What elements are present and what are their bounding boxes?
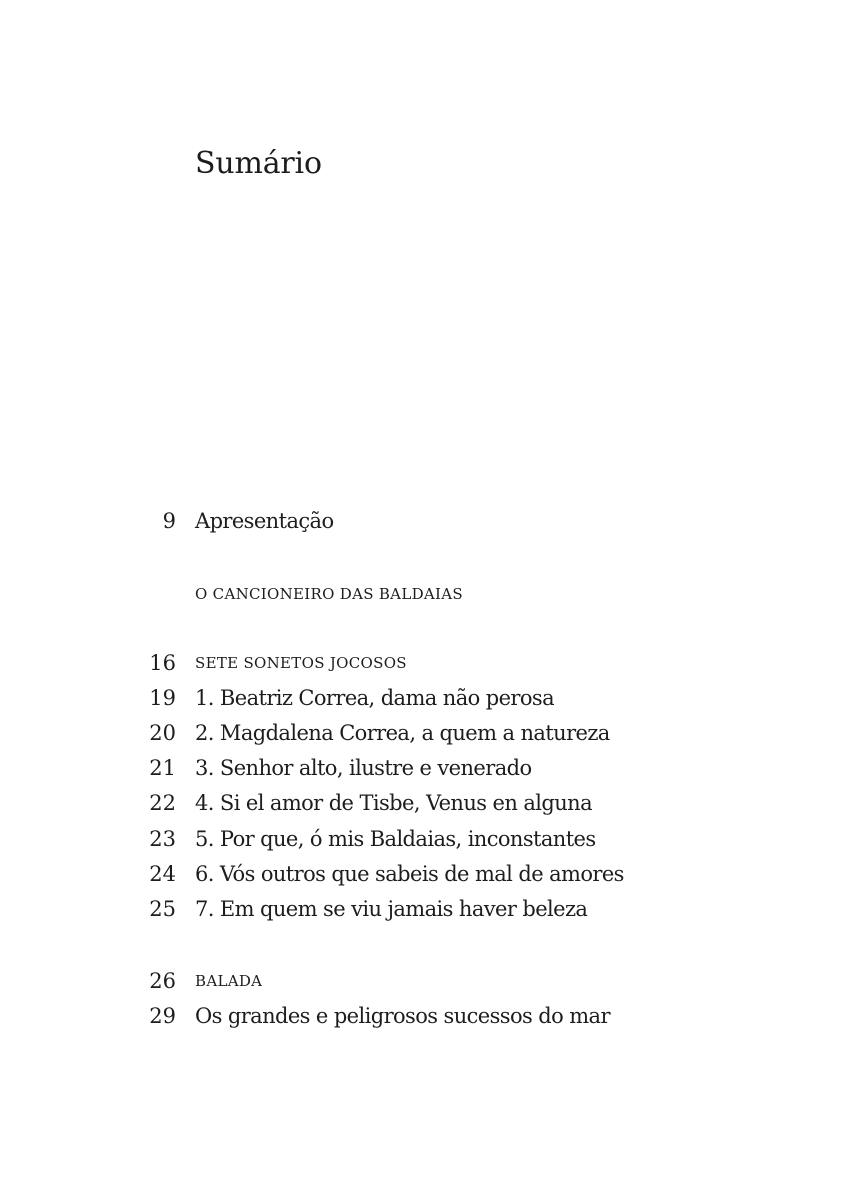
- toc-entry-label: 2. Magdalena Correa, a quem a natureza: [195, 721, 610, 745]
- toc-page-number: 9: [162, 509, 176, 533]
- toc-entry[interactable]: [0, 893, 857, 925]
- toc-page-number: 24: [149, 862, 176, 886]
- toc-entry-label: 5. Por que, ó mis Baldaias, inconstantes: [195, 827, 596, 851]
- page-title: Sumário: [195, 146, 322, 181]
- toc-page-number: 25: [149, 897, 176, 921]
- toc-entry[interactable]: [0, 823, 857, 855]
- toc-page-number: 20: [149, 721, 176, 745]
- section-heading-label: BALADA: [195, 972, 263, 990]
- toc-entry-label: 4. Si el amor de Tisbe, Venus en alguna: [195, 791, 593, 815]
- toc-page-number: 19: [149, 686, 176, 710]
- toc-page-number: 22: [149, 791, 176, 815]
- toc-page-number: 16: [149, 651, 176, 675]
- section-heading-label: SETE SONETOS JOCOSOS: [195, 654, 407, 672]
- toc-entry-label: Apresentação: [195, 509, 334, 533]
- toc-section-heading-sonetos[interactable]: [0, 647, 857, 679]
- toc-page-number: 29: [149, 1004, 176, 1028]
- toc-page-number: 21: [149, 756, 176, 780]
- toc-entry-label: Os grandes e peligrosos sucessos do mar: [195, 1004, 610, 1028]
- toc-part-heading: [0, 578, 857, 610]
- toc-page-number: 26: [149, 969, 176, 993]
- toc-entry-label: 1. Beatriz Correa, dama não perosa: [195, 686, 554, 710]
- toc-entry[interactable]: [0, 752, 857, 784]
- toc-entry[interactable]: [0, 717, 857, 749]
- toc-entry[interactable]: [0, 787, 857, 819]
- toc-entry[interactable]: [0, 682, 857, 714]
- toc-entry[interactable]: [0, 1000, 857, 1032]
- toc-entry-label: 7. Em quem se viu jamais haver beleza: [195, 897, 588, 921]
- toc-page-number: 23: [149, 827, 176, 851]
- toc-entry-label: 3. Senhor alto, ilustre e venerado: [195, 756, 532, 780]
- part-heading-label: O CANCIONEIRO DAS BALDAIAS: [195, 585, 463, 603]
- toc-entry[interactable]: [0, 858, 857, 890]
- toc-entry-label: 6. Vós outros que sabeis de mal de amores: [195, 862, 624, 886]
- toc-entry-intro[interactable]: [0, 505, 857, 537]
- toc-section-heading-balada[interactable]: [0, 965, 857, 997]
